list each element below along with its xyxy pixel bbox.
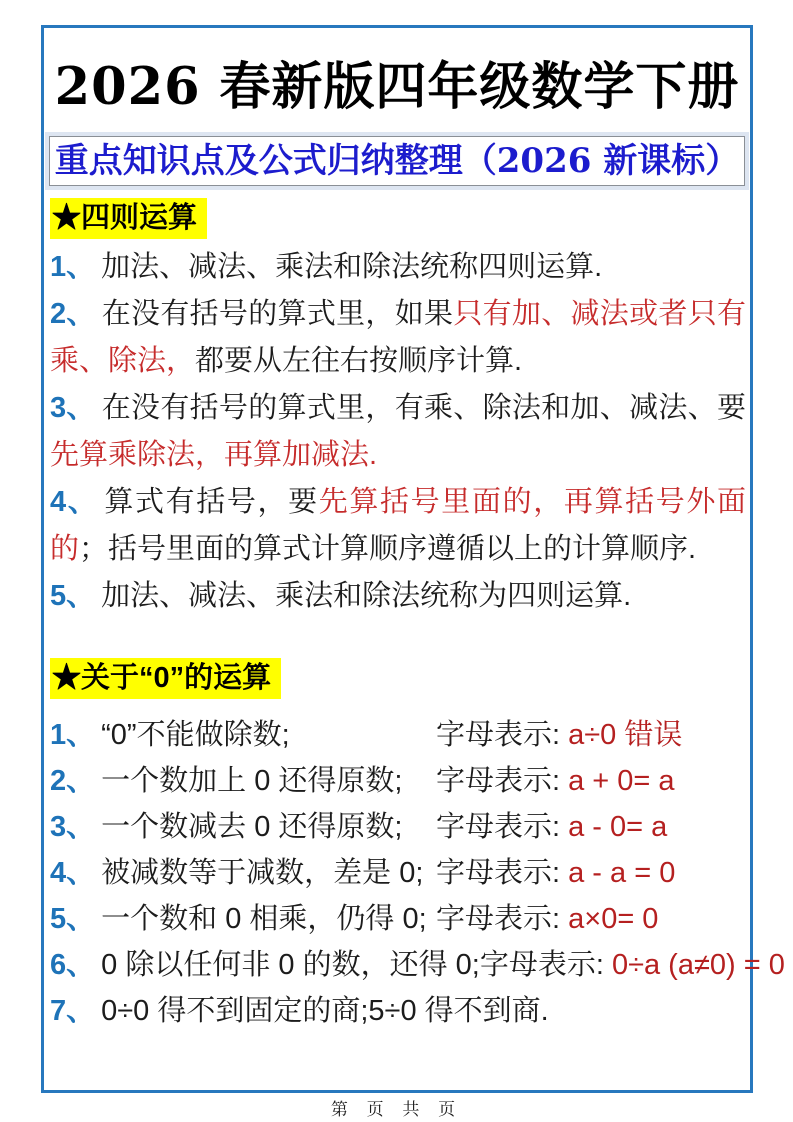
formula-text: a + 0= a [568, 765, 675, 797]
page-title: 2026 春新版四年级数学下册 [54, 57, 740, 117]
zero-rule-row [50, 804, 746, 850]
item-number: 4、 [50, 486, 99, 518]
item-number: 1、 [50, 719, 96, 751]
page-subtitle: 重点知识点及公式归纳整理（2026 新课标） [49, 136, 745, 186]
knowledge-point [50, 244, 746, 291]
rule-text: 被减数等于减数，差是 0; [101, 857, 424, 889]
rule-statement [50, 758, 436, 804]
rule-text: 0 除以任何非 0 的数，还得 0; [101, 949, 480, 981]
item-text-segment: 加法、减法、乘法和除法统称为四则运算. [101, 580, 632, 612]
formula-text: 0÷a (a≠0) = 0 [611, 949, 785, 981]
item-number: 3、 [50, 811, 96, 843]
formula-label: 字母表示: [436, 719, 569, 751]
item-number: 2、 [50, 298, 96, 330]
item-number: 1、 [50, 251, 96, 283]
rule-text: 一个数和 0 相乘，仍得 0; [101, 903, 427, 935]
item-text-segment: 算式有括号，要 [104, 486, 319, 518]
item-text-segment: 先算括号里面的，再算括号外面的 [50, 486, 746, 565]
knowledge-point [50, 573, 746, 620]
item-number: 3、 [50, 392, 96, 424]
formula-text: a - a = 0 [568, 857, 676, 889]
item-number: 5、 [50, 903, 96, 935]
item-number: 5、 [50, 580, 96, 612]
subtitle-band [45, 132, 749, 190]
zero-rule-row [50, 850, 746, 896]
rule-statement [50, 942, 480, 988]
zero-rule-row [50, 896, 746, 942]
item-text-segment: 都要从左往右按顺序计算. [195, 345, 523, 377]
document-content [44, 190, 785, 1034]
zero-operations-list [50, 712, 785, 1034]
four-operations-list [50, 244, 746, 620]
rule-formula [436, 896, 658, 942]
page-border-frame [41, 25, 785, 1093]
rule-statement [50, 804, 436, 850]
knowledge-point [50, 479, 746, 573]
rule-formula [436, 804, 667, 850]
rule-text: 一个数加上 0 还得原数; [101, 765, 403, 797]
rule-formula [436, 758, 675, 804]
formula-label: 字母表示: [436, 811, 569, 843]
rule-statement [50, 896, 436, 942]
item-text-segment: 在没有括号的算式里，有乘、除法和加、减法、要 [101, 392, 746, 424]
item-text-segment: 加法、减法、乘法和除法统称四则运算. [101, 251, 603, 283]
rule-statement [50, 850, 436, 896]
formula-label: 字母表示: [436, 857, 569, 889]
rule-formula [480, 942, 785, 988]
rule-text: 0÷0 得不到固定的商;5÷0 得不到商. [101, 995, 549, 1027]
rule-statement [50, 988, 549, 1034]
formula-label: 字母表示: [436, 765, 569, 797]
rule-formula [436, 712, 682, 758]
item-number: 6、 [50, 949, 96, 981]
knowledge-point [50, 385, 746, 479]
formula-text: a÷0 错误 [568, 719, 683, 751]
section-heading-zero-operations: ★关于“0”的运算 [50, 658, 281, 699]
zero-rule-row [50, 942, 785, 988]
rule-statement [50, 712, 436, 758]
formula-text: a - 0= a [568, 811, 668, 843]
knowledge-point [50, 291, 746, 385]
item-text-segment: 只有加、减法或者只有乘、除法， [50, 298, 746, 377]
rule-text: “0”不能做除数; [101, 719, 290, 751]
formula-label: 字母表示: [479, 949, 612, 981]
zero-rule-row [50, 988, 746, 1034]
zero-rule-row [50, 758, 746, 804]
zero-rule-row [50, 712, 746, 758]
rule-text: 一个数减去 0 还得原数; [101, 811, 403, 843]
section-heading-four-operations: ★四则运算 [50, 198, 207, 239]
page-footer: 第 页 共 页 [330, 1100, 463, 1119]
rule-formula [436, 850, 675, 896]
formula-text: a×0= 0 [568, 903, 659, 935]
item-text-segment: 先算乘除法，再算加减法. [50, 439, 378, 471]
item-number: 4、 [50, 857, 96, 889]
item-number: 2、 [50, 765, 96, 797]
item-text-segment: ；括号里面的算式计算顺序遵循以上的计算顺序. [79, 533, 697, 565]
formula-label: 字母表示: [436, 903, 569, 935]
zero-operations-section [50, 650, 785, 1034]
item-text-segment: 在没有括号的算式里，如果 [101, 298, 454, 330]
item-number: 7、 [50, 995, 96, 1027]
